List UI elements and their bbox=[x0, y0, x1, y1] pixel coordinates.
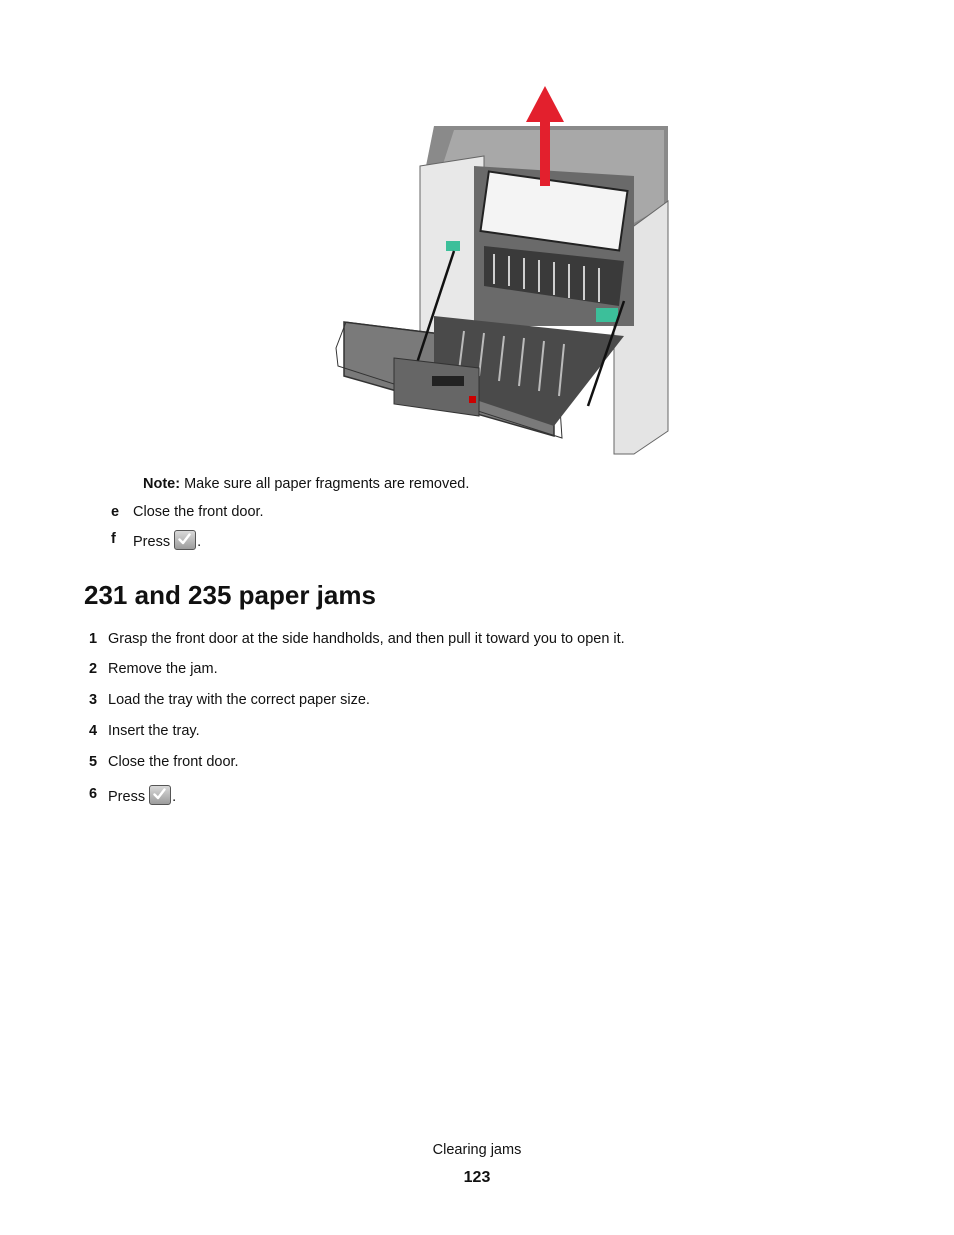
check-button-icon bbox=[174, 530, 196, 550]
step-number: 5 bbox=[89, 754, 98, 770]
substep-label: e bbox=[111, 504, 120, 520]
step-number: 4 bbox=[89, 723, 98, 739]
step-6 bbox=[89, 785, 177, 806]
step-text: Insert the tray. bbox=[108, 723, 200, 739]
section-heading: 231 and 235 paper jams bbox=[84, 580, 376, 610]
note-text: Make sure all paper fragments are removed. bbox=[180, 476, 470, 492]
step-3 bbox=[89, 691, 370, 709]
substep-f bbox=[111, 530, 202, 551]
step-text: Close the front door. bbox=[108, 754, 239, 770]
step-2 bbox=[89, 660, 218, 678]
footer-section-name: Clearing jams bbox=[432, 1142, 522, 1158]
substep-label: f bbox=[111, 531, 116, 547]
substep-e bbox=[111, 503, 264, 521]
step-5 bbox=[89, 753, 239, 771]
step-text: Grasp the front door at the side handholds, and then pull it toward you to open it. bbox=[108, 631, 625, 647]
step-punct: . bbox=[172, 789, 177, 805]
step-text: Remove the jam. bbox=[108, 661, 218, 677]
note bbox=[143, 476, 469, 492]
step-text: Press bbox=[108, 789, 146, 805]
substep-text: Press bbox=[133, 534, 171, 550]
step-number: 2 bbox=[89, 661, 98, 677]
substep-punct: . bbox=[197, 534, 202, 550]
step-4 bbox=[89, 722, 200, 740]
step-number: 1 bbox=[89, 631, 98, 647]
printer-illustration bbox=[334, 86, 670, 456]
page-number: 123 bbox=[463, 1169, 491, 1186]
note-label: Note: bbox=[143, 476, 181, 492]
step-text: Load the tray with the correct paper size. bbox=[108, 692, 370, 708]
step-number: 6 bbox=[89, 786, 98, 802]
substep-text: Close the front door. bbox=[133, 504, 264, 520]
check-button-icon bbox=[149, 785, 171, 805]
step-number: 3 bbox=[89, 692, 98, 708]
step-1 bbox=[89, 630, 625, 648]
